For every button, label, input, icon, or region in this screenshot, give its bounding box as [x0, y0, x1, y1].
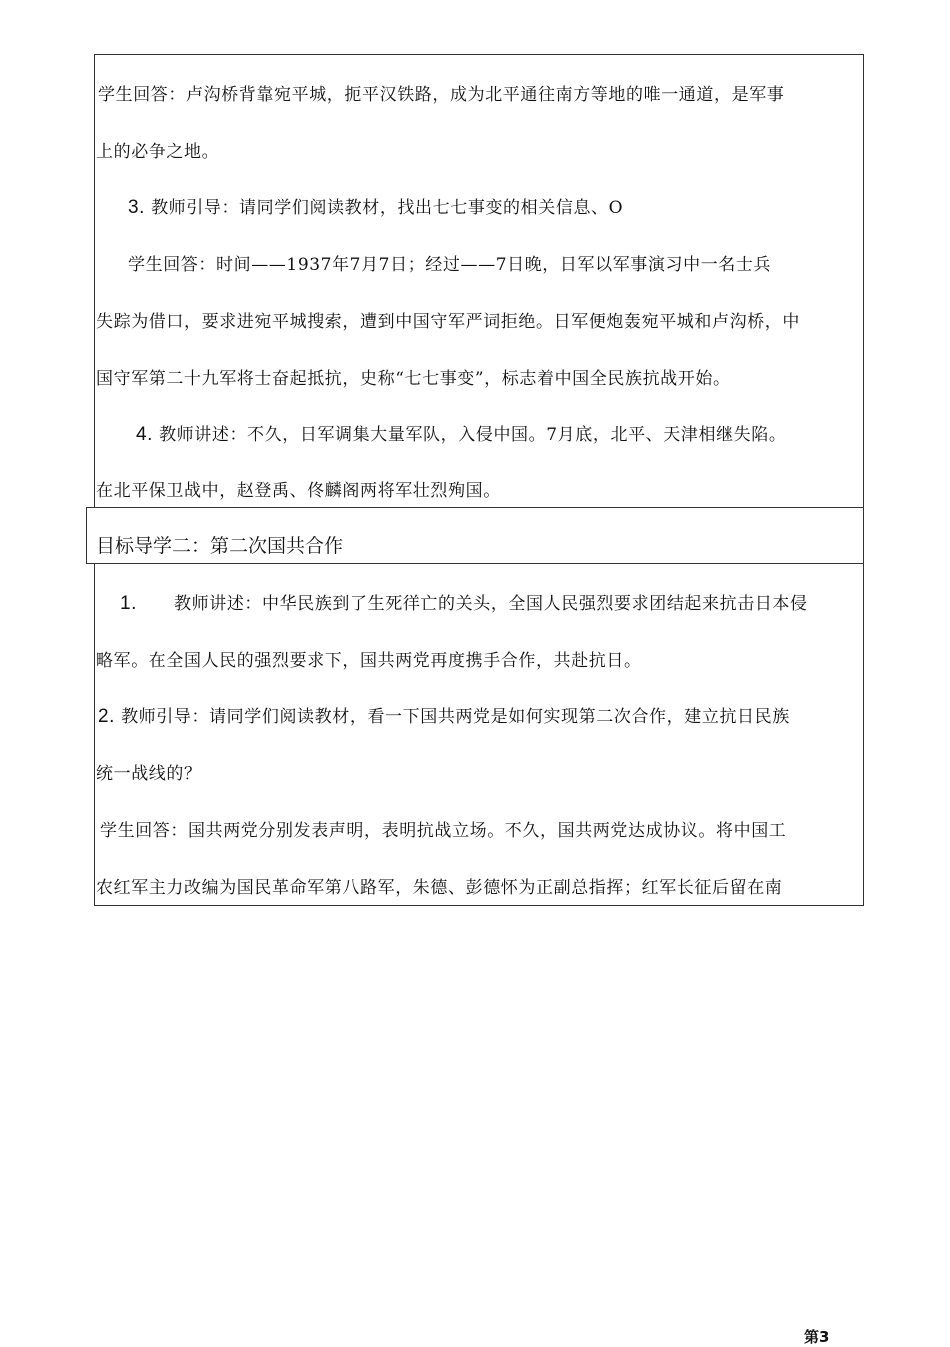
teacher-narration-1-line2: 略军。在全国人民的强烈要求下，国共两党再度携手合作，共赴抗日。: [96, 651, 642, 671]
student-answer-2-line1: 学生回答：时间——1937年7月7日；经过——7日晚，日军以军事演习中一名士兵: [128, 255, 772, 275]
teacher-guide-3-text: 教师引导：请同学们阅读教材，找出七七事变的相关信息、O: [151, 198, 624, 218]
teacher-guide-2-line1: [98, 706, 790, 728]
student-answer-2-line2: 失踪为借口，要求进宛平城搜索，遭到中国守军严词拒绝。日军便炮轰宛平城和卢沟桥，中: [96, 312, 800, 332]
item-number-3: 3.: [128, 197, 146, 218]
teacher-narration-4-line1: [136, 424, 786, 446]
student-answer-1-line2: 上的必争之地。: [96, 142, 220, 162]
teacher-guide-2-text: 教师引导：请同学们阅读教材，看一下国共两党是如何实现第二次合作，建立抗日民族: [121, 707, 790, 727]
teacher-narration-1-line1: [120, 593, 808, 615]
item-number-2: 2.: [98, 706, 116, 727]
student-answer-3-line1: 学生回答：国共两党分别发表声明，表明抗战立场。不久，国共两党达成协议。将中国工: [100, 821, 787, 841]
teacher-guide-3: [128, 197, 623, 219]
item-number-4: 4.: [136, 424, 154, 445]
student-answer-1-line1: 学生回答：卢沟桥背靠宛平城，扼平汉铁路，成为北平通往南方等地的唯一通道，是军事: [98, 85, 785, 105]
student-answer-3-line2: 农红军主力改编为国民革命军第八路军，朱德、彭德怀为正副总指挥；红军长征后留在南: [96, 878, 783, 898]
teacher-narration-4-text: 教师讲述：不久，日军调集大量军队，入侵中国。7月底，北平、天津相继失陷。: [159, 425, 787, 445]
section-heading-2: 目标导学二：第二次国共合作: [96, 535, 344, 557]
teacher-guide-2-line2: 统一战线的？: [96, 764, 202, 784]
teacher-narration-4-line2: 在北平保卫战中，赵登禹、佟麟阁两将军壮烈殉国。: [96, 481, 501, 501]
page-number: 第3: [804, 1328, 830, 1346]
teacher-narration-1-text: 教师讲述：中华民族到了生死徉亡的关头，全国人民强烈要求团结起来抗击日本侵: [174, 594, 808, 614]
item-number-1: 1.: [120, 593, 138, 614]
student-answer-2-line3: 国守军第二十九军将士奋起抵抗，史称“七七事变”，标志着中国全民族抗战开始。: [96, 369, 731, 389]
